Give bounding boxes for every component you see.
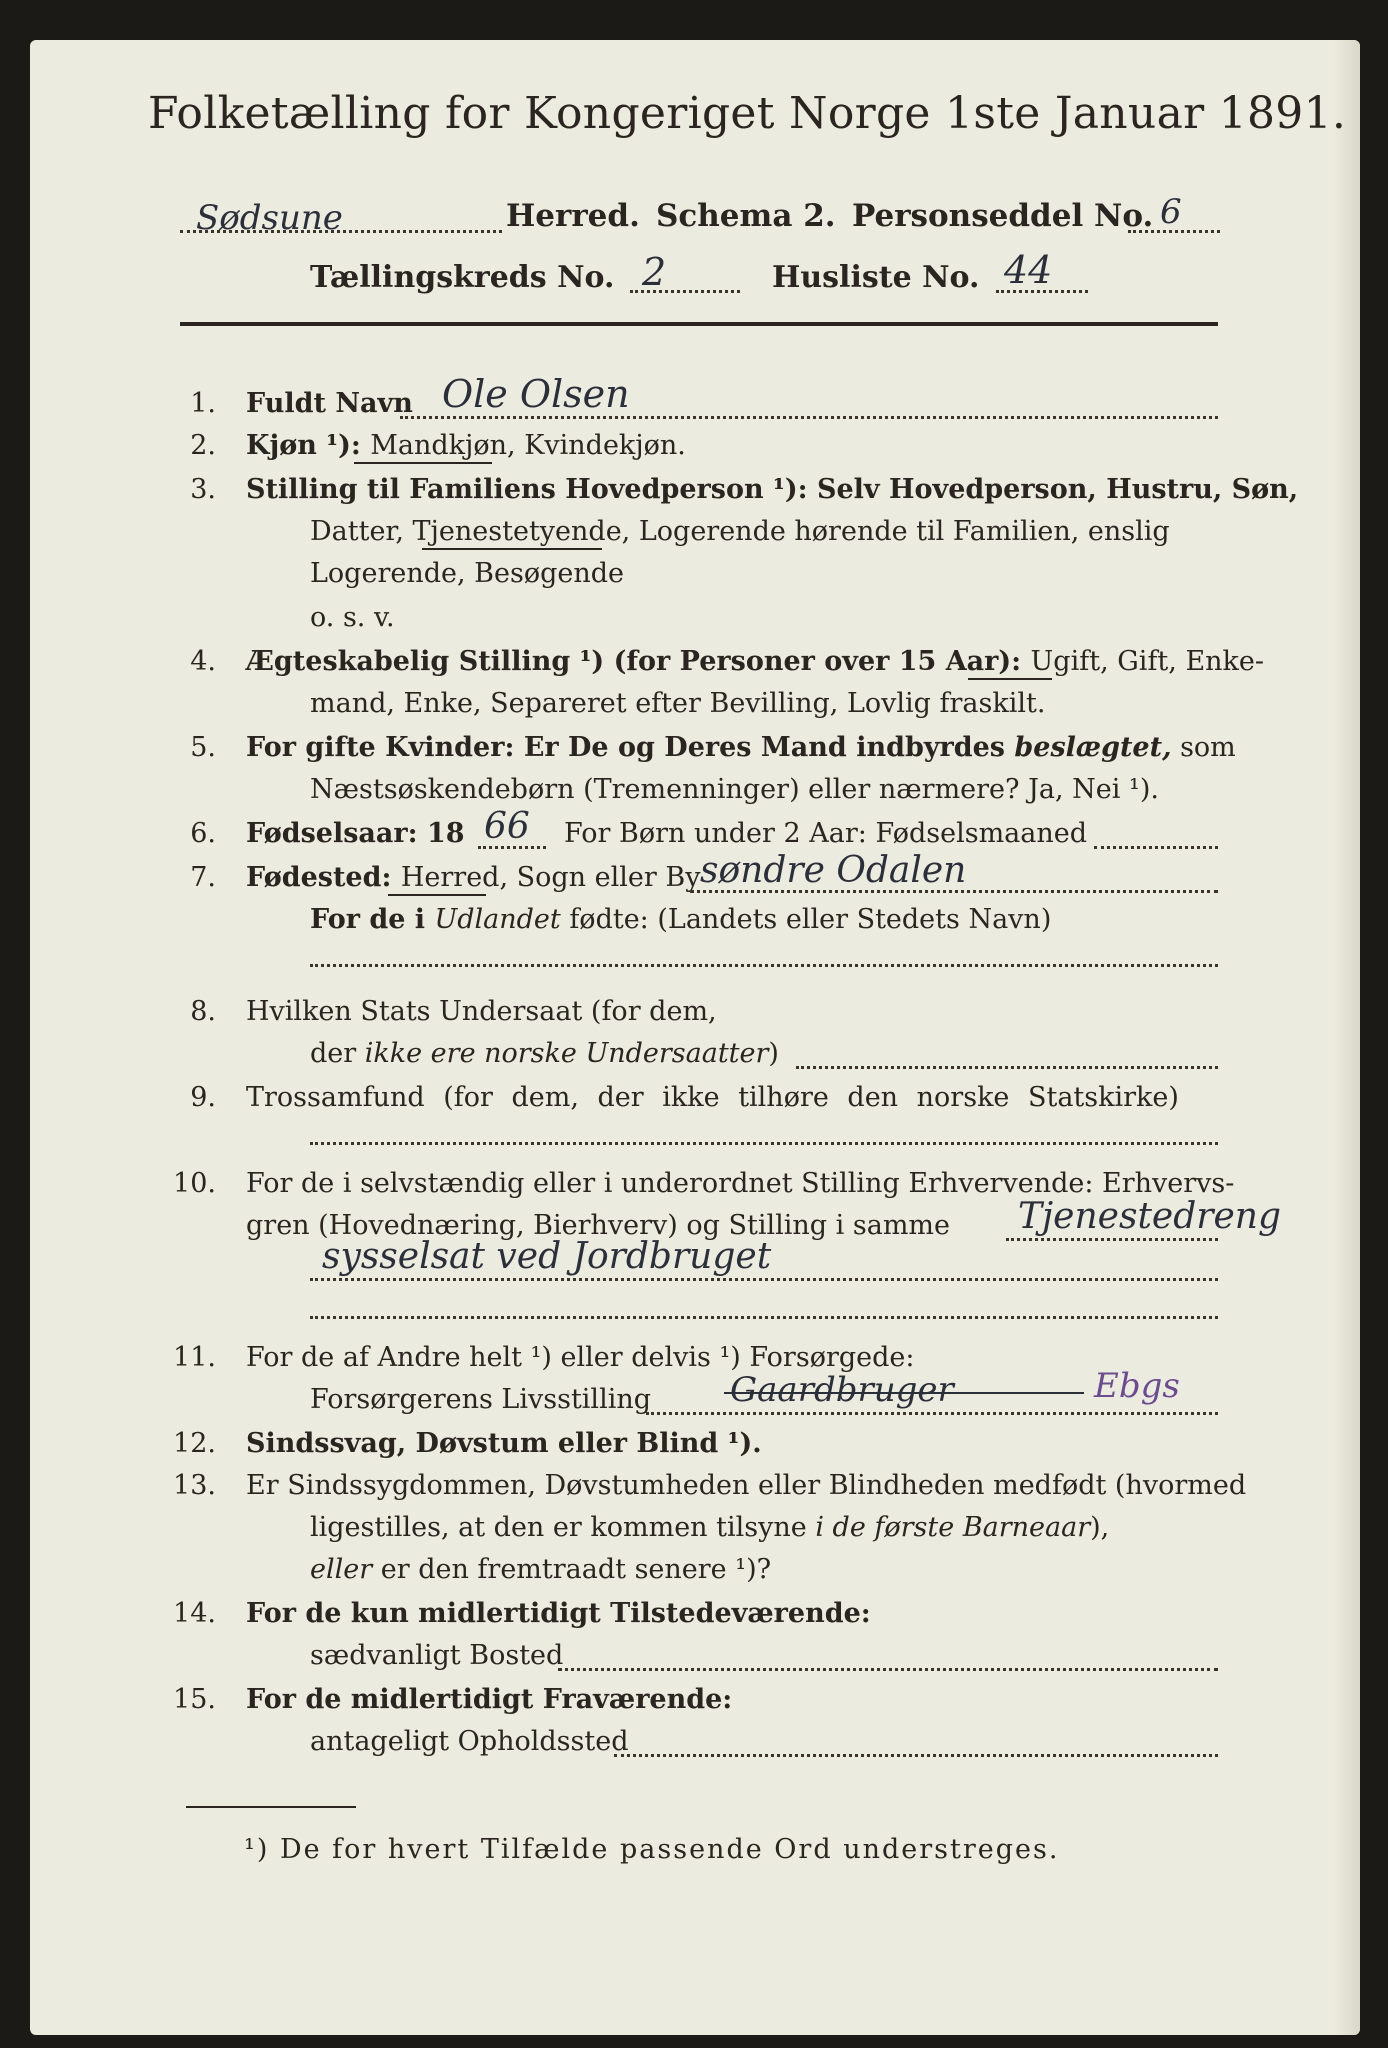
herred-dotted-line (180, 230, 502, 233)
q5-line1: For gifte Kvinder: Er De og Deres Mand indbyrdes beslægtet, som (246, 732, 1236, 763)
q11-line1: For de af Andre helt ¹) eller delvis ¹) Forsørgede: (246, 1342, 915, 1373)
q10-dotted-line-2 (310, 1278, 1218, 1281)
q11-number: 11. (173, 1342, 216, 1373)
q6-number: 6. (190, 818, 216, 849)
q1-name-value: Ole Olsen (442, 372, 630, 416)
schema-label: Schema 2. (656, 198, 836, 234)
q12-number: 12. (173, 1428, 216, 1459)
q2-underline-male (354, 462, 492, 464)
q9-number: 9. (190, 1082, 216, 1113)
header-rule (180, 322, 1218, 326)
q15-line1: For de midlertidigt Fraværende: (246, 1684, 733, 1715)
q7-dotted-line (690, 890, 1218, 893)
q11-line2: Forsørgerens Livsstilling (310, 1384, 652, 1415)
q2-label: Kjøn ¹): (246, 430, 371, 461)
q10-occupation-value-2: sysselsat ved Jordbruget (322, 1236, 772, 1277)
footnote-rule (186, 1806, 356, 1808)
q3-underline (422, 548, 602, 550)
q1-number: 1. (190, 388, 216, 419)
kreds-value: 2 (642, 250, 667, 294)
q2-option-female: Kvindekjøn. (515, 430, 686, 461)
q4-underline (968, 678, 1052, 680)
personseddel-value: 6 (1160, 192, 1182, 232)
q11-provider-value-struck: Gaardbruger (730, 1370, 954, 1410)
q14-dotted-line (558, 1668, 1218, 1671)
q8-dotted-line (796, 1066, 1218, 1069)
q12-text: Sindssvag, Døvstum eller Blind ¹). (246, 1428, 762, 1459)
kreds-label: Tællingskreds No. (310, 260, 615, 295)
q5-line2: Næstsøskendebørn (Tremenninger) eller nærmere? Ja, Nei ¹). (310, 774, 1159, 805)
q7-number: 7. (190, 862, 216, 893)
personseddel-dotted-line (1128, 230, 1220, 233)
q6-label-children: For Børn under 2 Aar: Fødselsmaaned (564, 818, 1088, 849)
q3-number: 3. (190, 474, 216, 505)
q11-strikethrough (724, 1392, 1084, 1394)
q1-label: Fuldt Navn (246, 388, 413, 419)
q6-label: Fødselsaar: 18 (246, 818, 465, 849)
q11-dotted-line (646, 1412, 1218, 1415)
q2-text (246, 430, 686, 461)
q3-line1: Stilling til Familiens Hovedperson ¹): Selv Hovedperson, Hustru, Søn, (246, 474, 1299, 505)
personseddel-label: Personseddel No. (852, 198, 1154, 234)
q3-line2: Datter, Tjenestetyende, Logerende hørende til Familien, enslig (310, 516, 1170, 547)
q14-line1: For de kun midlertidigt Tilstedeværende: (246, 1598, 871, 1629)
q8-line1: Hvilken Stats Undersaat (for dem, (246, 996, 717, 1027)
q14-number: 14. (173, 1598, 216, 1629)
q6-year-value: 66 (484, 806, 530, 847)
q3-selected-option: Tjenestetyende, (412, 516, 631, 547)
q11-provider-value: Ebgs (1094, 1366, 1180, 1406)
q7-selected-option: Herred, (400, 862, 509, 893)
q15-dotted-line (614, 1754, 1218, 1757)
q15-number: 15. (173, 1684, 216, 1715)
kreds-dotted-line (630, 290, 740, 293)
q13-line3: eller er den fremtraadt senere ¹)? (310, 1554, 772, 1585)
q4-number: 4. (190, 646, 216, 677)
q5-number: 5. (190, 732, 216, 763)
q13-number: 13. (173, 1470, 216, 1501)
q7-underline (388, 894, 486, 896)
q7-foreign-dotted-line (310, 964, 1218, 967)
husliste-label: Husliste No. (772, 260, 980, 295)
q7-birthplace-value: søndre Odalen (700, 850, 967, 891)
q14-line2: sædvanligt Bosted (310, 1640, 564, 1671)
form-title: Folketælling for Kongeriget Norge 1ste Januar 1891. (148, 88, 1347, 139)
q10-number: 10. (173, 1168, 216, 1199)
q7-line2: For de i Udlandet fødte: (Landets eller Stedets Navn) (310, 904, 1052, 935)
q10-dotted-line-3 (310, 1316, 1218, 1319)
paper-edge (1334, 40, 1360, 2035)
q2-option-male: Mandkjøn, (370, 430, 516, 461)
q4-selected-option: Ugift, (1030, 646, 1109, 677)
q10-line1: For de i selvstændig eller i underordnet Stilling Erhvervende: Erhvervs- (246, 1168, 1235, 1199)
q15-line2: antageligt Opholdssted (310, 1726, 629, 1757)
q2-number: 2. (190, 430, 216, 461)
q10-occupation-value: Tjenestedreng (1018, 1196, 1282, 1237)
q4-line2: mand, Enke, Separeret efter Bevilling, Lovlig fraskilt. (310, 688, 1046, 719)
q6-year-dotted-line (478, 846, 546, 849)
footnote-text: ¹) De for hvert Tilfælde passende Ord understreges. (244, 1834, 1060, 1865)
q8-line2: der ikke ere norske Undersaatter) (310, 1038, 779, 1069)
husliste-dotted-line (996, 290, 1088, 293)
q3-line4: o. s. v. (310, 602, 395, 633)
q7-line1: Fødested: Herred, Sogn eller By (246, 862, 701, 893)
q10-line2: gren (Hovednæring, Bierhverv) og Stilling i samme (246, 1210, 951, 1241)
husliste-value: 44 (1004, 248, 1053, 292)
q3-line3: Logerende, Besøgende (310, 558, 624, 589)
q9-dotted-line (310, 1142, 1218, 1145)
q13-line1: Er Sindssygdommen, Døvstumheden eller Blindheden medfødt (hvormed (246, 1470, 1247, 1501)
q6-month-dotted-line (1094, 846, 1218, 849)
q10-dotted-line-1 (1006, 1238, 1218, 1241)
q8-number: 8. (190, 996, 216, 1027)
q1-dotted-line (400, 416, 1218, 419)
herred-handwritten-value: Sødsune (196, 198, 343, 238)
herred-label: Herred. (506, 198, 640, 234)
q13-line2: ligestilles, at den er kommen tilsyne i de første Barneaar), (310, 1512, 1110, 1543)
q9-text: Trossamfund (for dem, der ikke tilhøre den norske Statskirke) (246, 1082, 1179, 1113)
q4-line1: Ægteskabelig Stilling ¹) (for Personer over 15 Aar): Ugift, Gift, Enke- (246, 646, 1265, 677)
